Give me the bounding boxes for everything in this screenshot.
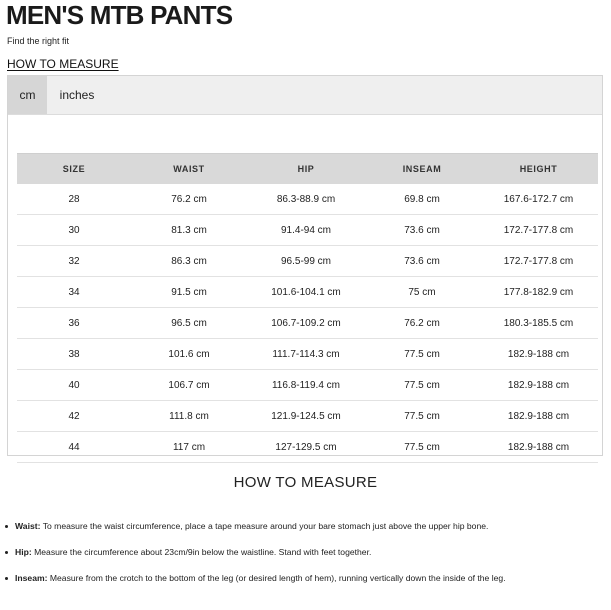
size-table [17, 153, 598, 463]
cell-size: 36 [17, 308, 131, 339]
cell-size: 44 [17, 432, 131, 463]
column-header-height: HEIGHT [479, 154, 598, 185]
cell-height: 182.9-188 cm [479, 370, 598, 401]
table-row [17, 339, 598, 370]
measure-term: Hip: [15, 547, 32, 557]
cell-size: 32 [17, 246, 131, 277]
unit-tab-inches[interactable]: inches [59, 88, 95, 102]
cell-hip: 116.8-119.4 cm [247, 370, 365, 401]
how-to-measure-link[interactable]: HOW TO MEASURE [7, 57, 119, 71]
cell-waist: 96.5 cm [131, 308, 247, 339]
unit-toggle-bar [8, 76, 602, 115]
cell-inseam: 75 cm [365, 277, 479, 308]
measure-term: Inseam: [15, 573, 48, 583]
cell-hip: 106.7-109.2 cm [247, 308, 365, 339]
table-row [17, 215, 598, 246]
table-row [17, 277, 598, 308]
measure-text: Measure the circumference about 23cm/9in below the waistline. Stand with feet together. [31, 547, 372, 557]
measure-item-inseam [15, 573, 611, 599]
cell-hip: 86.3-88.9 cm [247, 184, 365, 215]
cell-size: 30 [17, 215, 131, 246]
cell-waist: 76.2 cm [131, 184, 247, 215]
cell-size: 40 [17, 370, 131, 401]
measure-text: To measure the waist circumference, place a tape measure around your bare stomach just above the upper hip bone. [40, 521, 489, 531]
bullet-icon [5, 551, 8, 554]
cell-inseam: 69.8 cm [365, 184, 479, 215]
cell-inseam: 73.6 cm [365, 215, 479, 246]
cell-height: 182.9-188 cm [479, 339, 598, 370]
column-header-hip: HIP [247, 154, 365, 185]
table-header-row [17, 154, 598, 185]
unit-tab-cm[interactable]: cm [8, 76, 47, 114]
table-row [17, 308, 598, 339]
table-row [17, 370, 598, 401]
cell-inseam: 76.2 cm [365, 308, 479, 339]
cell-size: 38 [17, 339, 131, 370]
cell-hip: 127-129.5 cm [247, 432, 365, 463]
cell-height: 167.6-172.7 cm [479, 184, 598, 215]
table-row [17, 432, 598, 463]
measure-text: Measure from the crotch to the bottom of the leg (or desired length of hem), running vertically down the inside of the leg. [47, 573, 506, 583]
cell-size: 28 [17, 184, 131, 215]
measure-term: Waist: [15, 521, 41, 531]
cell-waist: 86.3 cm [131, 246, 247, 277]
cell-hip: 101.6-104.1 cm [247, 277, 365, 308]
cell-waist: 106.7 cm [131, 370, 247, 401]
table-row [17, 401, 598, 432]
size-chart-panel [7, 75, 603, 456]
cell-hip: 96.5-99 cm [247, 246, 365, 277]
page-title: MEN'S MTB PANTS [6, 0, 233, 30]
cell-inseam: 73.6 cm [365, 246, 479, 277]
measure-item-waist [15, 521, 611, 547]
cell-inseam: 77.5 cm [365, 339, 479, 370]
cell-inseam: 77.5 cm [365, 401, 479, 432]
column-header-waist: WAIST [131, 154, 247, 185]
cell-inseam: 77.5 cm [365, 432, 479, 463]
cell-height: 172.7-177.8 cm [479, 246, 598, 277]
cell-waist: 81.3 cm [131, 215, 247, 246]
column-header-size: SIZE [17, 154, 131, 185]
cell-height: 180.3-185.5 cm [479, 308, 598, 339]
cell-height: 182.9-188 cm [479, 432, 598, 463]
measure-instructions-list [2, 521, 611, 599]
cell-hip: 91.4-94 cm [247, 215, 365, 246]
page-subtitle: Find the right fit [7, 36, 70, 46]
cell-waist: 111.8 cm [131, 401, 247, 432]
cell-height: 182.9-188 cm [479, 401, 598, 432]
how-to-measure-heading: HOW TO MEASURE [233, 474, 378, 491]
cell-height: 172.7-177.8 cm [479, 215, 598, 246]
cell-inseam: 77.5 cm [365, 370, 479, 401]
cell-hip: 121.9-124.5 cm [247, 401, 365, 432]
cell-hip: 111.7-114.3 cm [247, 339, 365, 370]
table-row [17, 184, 598, 215]
bullet-icon [5, 577, 8, 580]
cell-size: 34 [17, 277, 131, 308]
cell-waist: 101.6 cm [131, 339, 247, 370]
cell-waist: 91.5 cm [131, 277, 247, 308]
column-header-inseam: INSEAM [365, 154, 479, 185]
measure-item-hip [15, 547, 611, 573]
cell-height: 177.8-182.9 cm [479, 277, 598, 308]
cell-size: 42 [17, 401, 131, 432]
cell-waist: 117 cm [131, 432, 247, 463]
table-row [17, 246, 598, 277]
bullet-icon [5, 525, 8, 528]
